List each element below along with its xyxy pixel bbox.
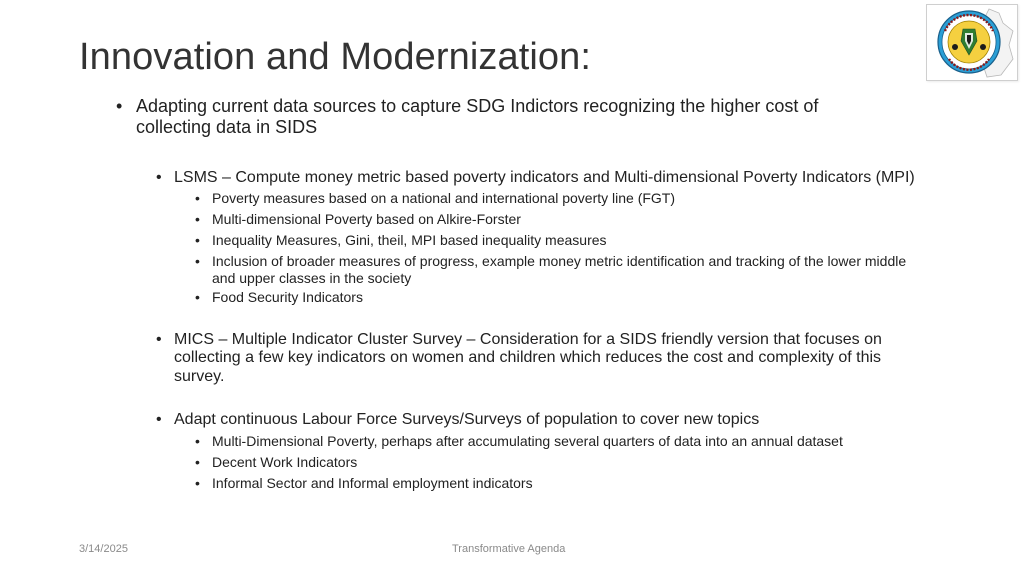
list-item-text: Multi-Dimensional Poverty, perhaps after accumulating several quarters of data into an annual dataset [212,433,843,449]
bullet-dot: • [195,289,200,305]
bullet-lfs [156,411,954,429]
bullet-dot: • [156,169,162,186]
statistics-office-seal-icon [927,5,1017,80]
list-item [195,475,932,492]
bullet-dot: • [195,211,200,227]
bullet-lfs-text: Adapt continuous Labour Force Surveys/Surveys of population to cover new topics [174,411,760,428]
bullet-mics-text: MICS – Multiple Indicator Cluster Survey – Consideration for a SIDS friendly version that focuses on collecting a few key indicators on women and children which reduces the cost and complexity of this survey. [174,331,882,385]
list-item-text: Multi-dimensional Poverty based on Alkire-Forster [212,211,521,227]
slide-title: Innovation and Modernization: [79,36,592,78]
list-item-text: Informal Sector and Informal employment indicators [212,475,533,491]
bullet-dot: • [195,190,200,206]
list-item-text: Poverty measures based on a national and international poverty line (FGT) [212,190,676,206]
list-item-text: Inequality Measures, Gini, theil, MPI based inequality measures [212,232,607,248]
bullet-dot: • [195,433,200,449]
list-item-text: Decent Work Indicators [212,454,358,470]
bullet-dot: • [156,411,162,428]
bullet-dot: • [195,454,200,470]
list-item [195,190,932,207]
list-item [195,433,932,450]
bullet-dot: • [195,475,200,491]
list-item [195,454,932,471]
bullet-dot: • [195,253,200,269]
list-item [195,253,912,286]
logo-frame [926,4,1018,81]
list-item-text: Inclusion of broader measures of progress, example money metric identification and tracking of the lower middle and upper classes in the society [212,253,907,286]
list-item-text: Food Security Indicators [212,289,363,305]
bullet-dot: • [156,331,162,348]
list-item [195,211,932,228]
footer-date: 3/14/2025 [79,543,128,555]
bullet-level1-text: Adapting current data sources to capture SDG Indictors recognizing the higher cost of collecting data in SIDS [136,96,819,137]
bullet-lsms [156,169,954,187]
bullet-lsms-text: LSMS – Compute money metric based poverty indicators and Multi-dimensional Poverty Indicators (MPI) [174,169,915,186]
footer-title: Transformative Agenda [452,543,566,555]
list-item [195,232,932,249]
list-item [195,289,932,306]
bullet-level1 [116,96,896,137]
bullet-dot: • [195,232,200,248]
bullet-dot: • [116,96,123,116]
bullet-mics [156,331,924,386]
